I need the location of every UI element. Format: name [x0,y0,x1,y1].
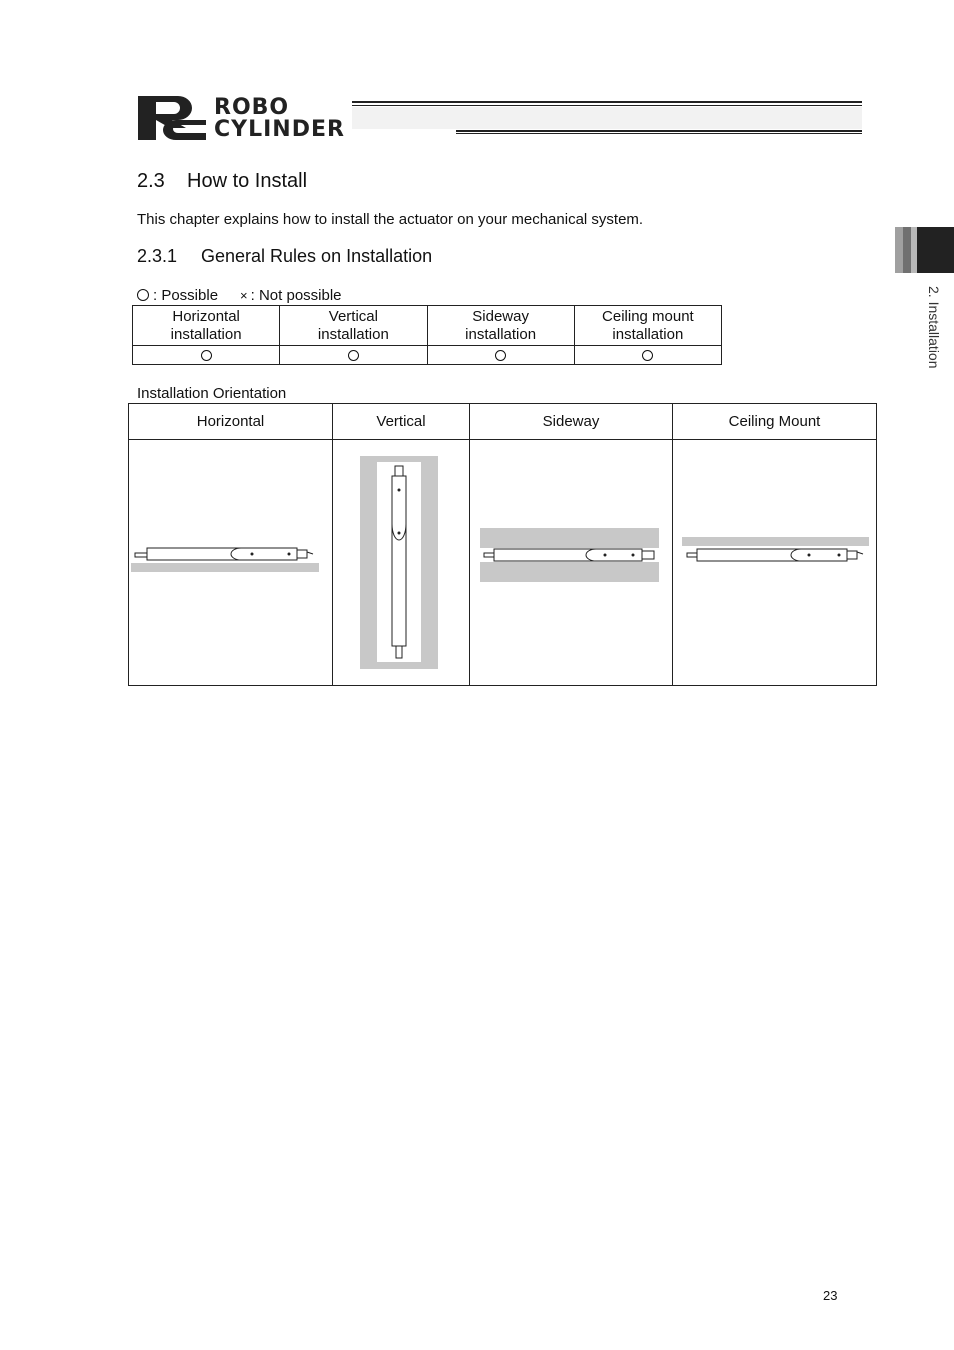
horizontal-figure-cell [129,440,333,686]
section-title: 2.3 How to Install [137,170,308,192]
table-row [133,346,722,365]
orientation-header-ceiling-mount: Ceiling Mount [673,404,877,440]
legend: : Possible × : Not possible [137,287,342,304]
possible-circle-icon [137,289,149,301]
table-header-row [133,306,722,346]
subsection-title: 2.3.1 General Rules on Installation [137,246,433,266]
horizontal-actuator-figure [129,440,333,685]
vertical-actuator-figure [333,440,470,685]
vertical-figure-cell [333,440,470,686]
header-ceiling-mount: Ceiling mount installation [574,306,721,346]
sideway-actuator-figure [470,440,673,685]
orientation-header-vertical: Vertical [333,404,470,440]
chapter-side-label: 2. Installation [926,286,942,369]
cell-horizontal [133,346,280,365]
header-sideway: Sideway installation [427,306,574,346]
cell-ceiling-mount [574,346,721,365]
cell-sideway [427,346,574,365]
svg-text:CYLINDER: CYLINDER [214,117,345,142]
orientation-header-horizontal: Horizontal [129,404,333,440]
table-row [129,440,877,686]
installation-rules-table [132,305,722,365]
cell-vertical [280,346,427,365]
chapter-side-tab [895,227,954,273]
not-possible-cross-icon: × [240,288,248,303]
header-vertical: Vertical installation [280,306,427,346]
svg-text:ROBO: ROBO [214,95,290,120]
sideway-figure-cell [470,440,673,686]
possible-circle-icon [201,350,212,361]
orientation-header-sideway: Sideway [470,404,673,440]
intro-paragraph: This chapter explains how to install the actuator on your mechanical system. [137,211,644,228]
header-horizontal: Horizontal installation [133,306,280,346]
ceiling-mount-actuator-figure [673,440,877,685]
possible-circle-icon [642,350,653,361]
table-header-row [129,404,877,440]
orientation-caption: Installation Orientation [137,385,287,402]
possible-circle-icon [495,350,506,361]
robo-cylinder-logo [136,92,866,142]
ceiling-mount-figure-cell [673,440,877,686]
page-number: 23 [823,1288,838,1303]
orientation-table [128,403,877,686]
possible-circle-icon [348,350,359,361]
